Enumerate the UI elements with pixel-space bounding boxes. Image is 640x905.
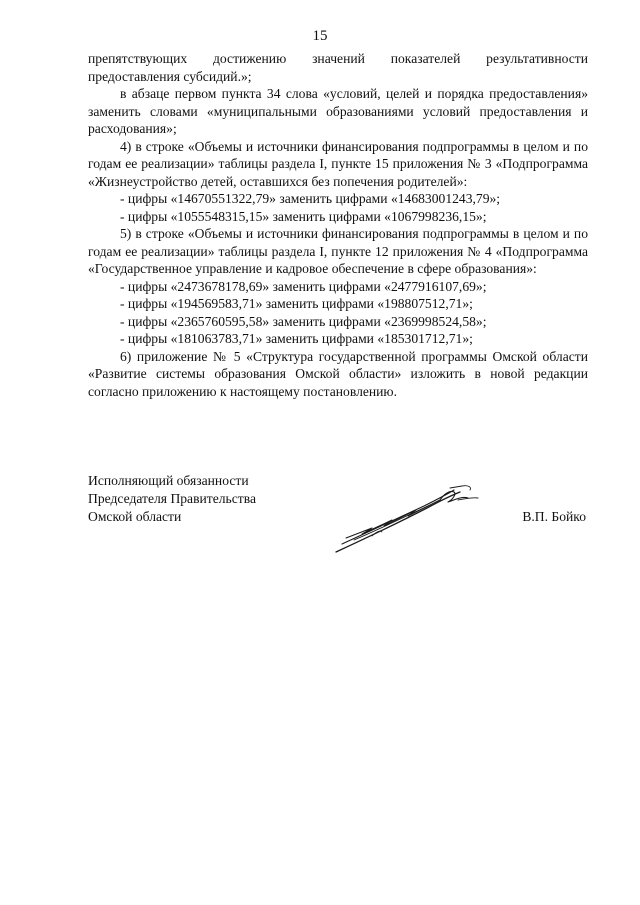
- paragraph-item-34: в абзаце первом пункта 34 слова «условий, целей и порядка предоставления» заменить словами «муниципальными образованиями условий предоставления и расходования»;: [88, 86, 588, 136]
- replacement-line: - цифры «14670551322,79» заменить цифрами «14683001243,79»;: [120, 191, 501, 206]
- signer-title-line: Председателя Правительства: [88, 491, 256, 506]
- replacement-line: - цифры «1055548315,15» заменить цифрами «1067998236,15»;: [120, 208, 487, 224]
- replacement-line: - цифры «2365760595,58» заменить цифрами «2369998524,58»;: [120, 313, 487, 329]
- paragraph-item-6: 6) приложение № 5 «Структура государственной программы Омской области «Развитие системы образования Омской области» изложить в новой редакции согласно приложению к настоящему постановлению.: [88, 348, 588, 399]
- document-body: [88, 50, 588, 400]
- paragraph-item-4: 4) в строке «Объемы и источники финансирования подпрограммы в целом и по годам ее реализации» таблицы раздела I, пункте 15 приложения № 3 «Подпрограмма «Жизнеустройство детей, оставшихся без попечения родителей»:: [88, 138, 588, 189]
- replacement-line: - цифры «194569583,71» заменить цифрами «198807512,71»;: [120, 296, 473, 311]
- signer-title-line: Омской области: [88, 509, 182, 524]
- paragraph-continuation: препятствующих достижению значений показателей результативности предоставления субсидий.»;: [88, 51, 588, 84]
- paragraph-item-5: 5) в строке «Объемы и источники финансирования подпрограммы в целом и по годам ее реализации» таблицы раздела I, пункте 12 приложения № 4 «Подпрограмма «Государственное управление и кадровое обеспечение в сфере образования»:: [88, 226, 588, 276]
- replacement-line: - цифры «181063783,71» заменить цифрами «185301712,71»;: [120, 331, 473, 346]
- signer-name: В.П. Бойко: [522, 509, 586, 524]
- signature-block: [88, 472, 588, 562]
- page-number: 15: [312, 28, 328, 44]
- replacement-line: - цифры «2473678178,69» заменить цифрами «2477916107,69»;: [120, 278, 487, 294]
- signer-title-line: Исполняющий обязанности: [88, 473, 249, 488]
- handwritten-signature: [332, 478, 482, 558]
